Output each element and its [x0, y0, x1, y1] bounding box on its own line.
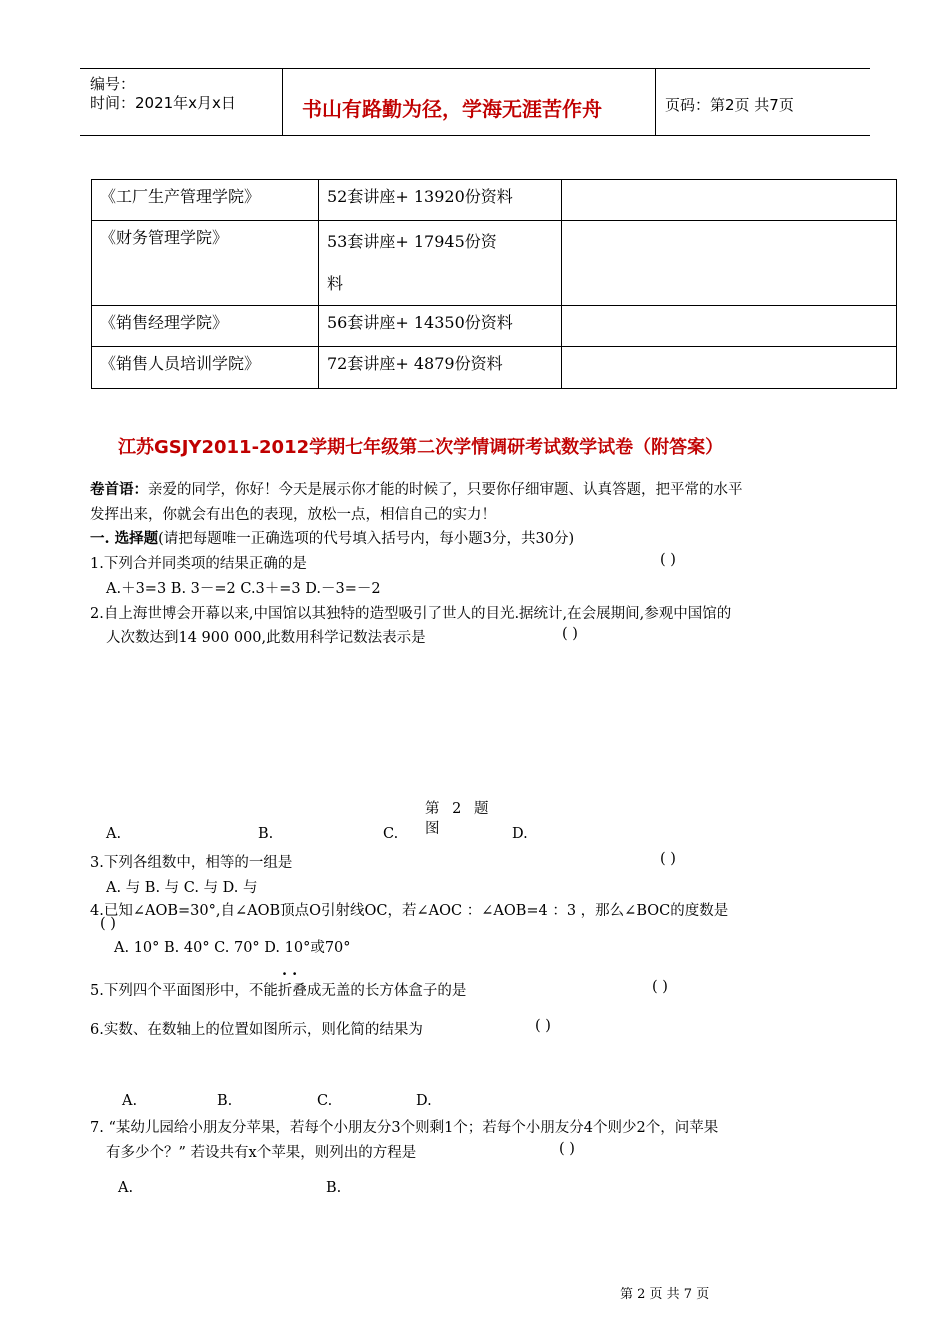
table-row — [92, 180, 897, 221]
question-2-option-a: A. — [106, 826, 122, 842]
resource-name: 《销售经理学院》 — [92, 306, 319, 347]
footer-page-number: 第 2 页 共 7 页 — [620, 1287, 710, 1302]
header-bottom-rule — [80, 135, 870, 136]
figure-2-caption-1: 第 2 题 — [425, 801, 493, 817]
section-label: 一. 选择题 — [90, 530, 159, 547]
question-2-line-1: 2.自上海世博会开幕以来,中国馆以其独特的造型吸引了世人的目光.据统计,在会展期间,参观中国馆的 — [90, 606, 732, 622]
intro-label: 卷首语： — [90, 481, 148, 498]
header-time-label: 时间：2021年x月x日 — [90, 94, 236, 112]
question-6-option-b: B. — [217, 1093, 233, 1109]
question-1-options: A.＋3=3 B. 3－=2 C.3＋=3 D.－3=－2 — [106, 581, 381, 597]
question-5-paren: ( ) — [652, 979, 668, 995]
question-3-paren: ( ) — [660, 851, 676, 867]
exam-title: 江苏GSJY2011-2012学期七年级第二次学情调研考试数学试卷（附答案） — [118, 437, 724, 458]
header-code-label: 编号： — [90, 75, 136, 93]
question-7-line-2: 有多少个？” 若设共有x个苹果，则列出的方程是 — [106, 1145, 417, 1161]
resource-desc-cont: 料 — [327, 274, 344, 293]
resource-desc-cell — [319, 221, 562, 306]
question-5-emphasis-dots: . . — [282, 962, 298, 979]
question-7-paren: ( ) — [559, 1141, 575, 1157]
question-7-option-a: A. — [118, 1180, 134, 1196]
question-2-option-b: B. — [258, 826, 274, 842]
resource-name: 《销售人员培训学院》 — [92, 347, 319, 389]
header-motto: 书山有路勤为径，学海无涯苦作舟 — [302, 97, 602, 121]
question-4-options: A. 10° B. 40° C. 70° D. 10°或70° — [114, 940, 351, 956]
section-note: (请把每题唯一正确选项的代号填入括号内，每小题3分，共30分) — [158, 531, 575, 547]
question-2-paren: ( ) — [562, 626, 578, 642]
question-6-paren: ( ) — [535, 1018, 551, 1034]
question-5: 5.下列四个平面图形中，不能折叠成无盖的长方体盒子的是 — [90, 983, 467, 999]
table-row — [92, 221, 897, 306]
question-6-option-d: D. — [416, 1093, 432, 1109]
table-row — [92, 347, 897, 389]
resource-desc: 53套讲座+ 17945份资 — [327, 232, 497, 251]
table-row — [92, 306, 897, 347]
intro-line-2: 发挥出来，你就会有出色的表现，放松一点，相信自己的实力！ — [90, 507, 496, 523]
question-7-line-1: 7. “某幼儿园给小朋友分苹果，若每个小朋友分3个则剩1个；若每个小朋友分4个则少2个，问苹果 — [90, 1120, 719, 1136]
resource-name: 《财务管理学院》 — [92, 221, 319, 306]
header-top-rule — [80, 68, 870, 69]
question-1: 1.下列合并同类项的结果正确的是 — [90, 556, 307, 572]
intro-line-1 — [90, 478, 743, 499]
question-3: 3.下列各组数中，相等的一组是 — [90, 855, 293, 871]
question-6-option-c: C. — [317, 1093, 333, 1109]
question-4-line-2: ( ) — [100, 916, 116, 932]
intro-text-1: 亲爱的同学，你好！今天是展示你才能的时候了，只要你仔细审题、认真答题，把平常的水平 — [148, 482, 743, 498]
resource-name: 《工厂生产管理学院》 — [92, 180, 319, 221]
section-header — [90, 527, 574, 548]
resource-desc: 56套讲座+ 14350份资料 — [319, 306, 562, 347]
resources-table — [91, 179, 897, 389]
question-4-line-1: 4.已知∠AOB=30°,自∠AOB顶点O引射线OC，若∠AOC ：∠AOB=4 ：3 ，那么∠BOC的度数是 — [90, 903, 729, 919]
question-3-options: A. 与 B. 与 C. 与 D. 与 — [106, 880, 258, 896]
resource-extra — [562, 347, 897, 389]
figure-2-caption-2: 图 — [425, 821, 440, 837]
resource-extra — [562, 306, 897, 347]
question-6: 6.实数、在数轴上的位置如图所示，则化简的结果为 — [90, 1022, 423, 1038]
question-2-line-2: 人次数达到14 900 000,此数用科学记数法表示是 — [106, 630, 426, 646]
resource-desc: 72套讲座+ 4879份资料 — [319, 347, 562, 389]
question-6-option-a: A. — [122, 1093, 138, 1109]
question-2-option-c: C. — [383, 826, 399, 842]
header-divider-right — [655, 68, 656, 136]
question-2-option-d: D. — [512, 826, 528, 842]
header-divider-left — [282, 68, 283, 136]
resource-extra — [562, 180, 897, 221]
question-1-paren: ( ) — [660, 552, 676, 568]
header-page-label: 页码：第2页 共7页 — [665, 96, 794, 114]
question-7-option-b: B. — [326, 1180, 342, 1196]
resource-desc: 52套讲座+ 13920份资料 — [319, 180, 562, 221]
resource-extra — [562, 221, 897, 306]
